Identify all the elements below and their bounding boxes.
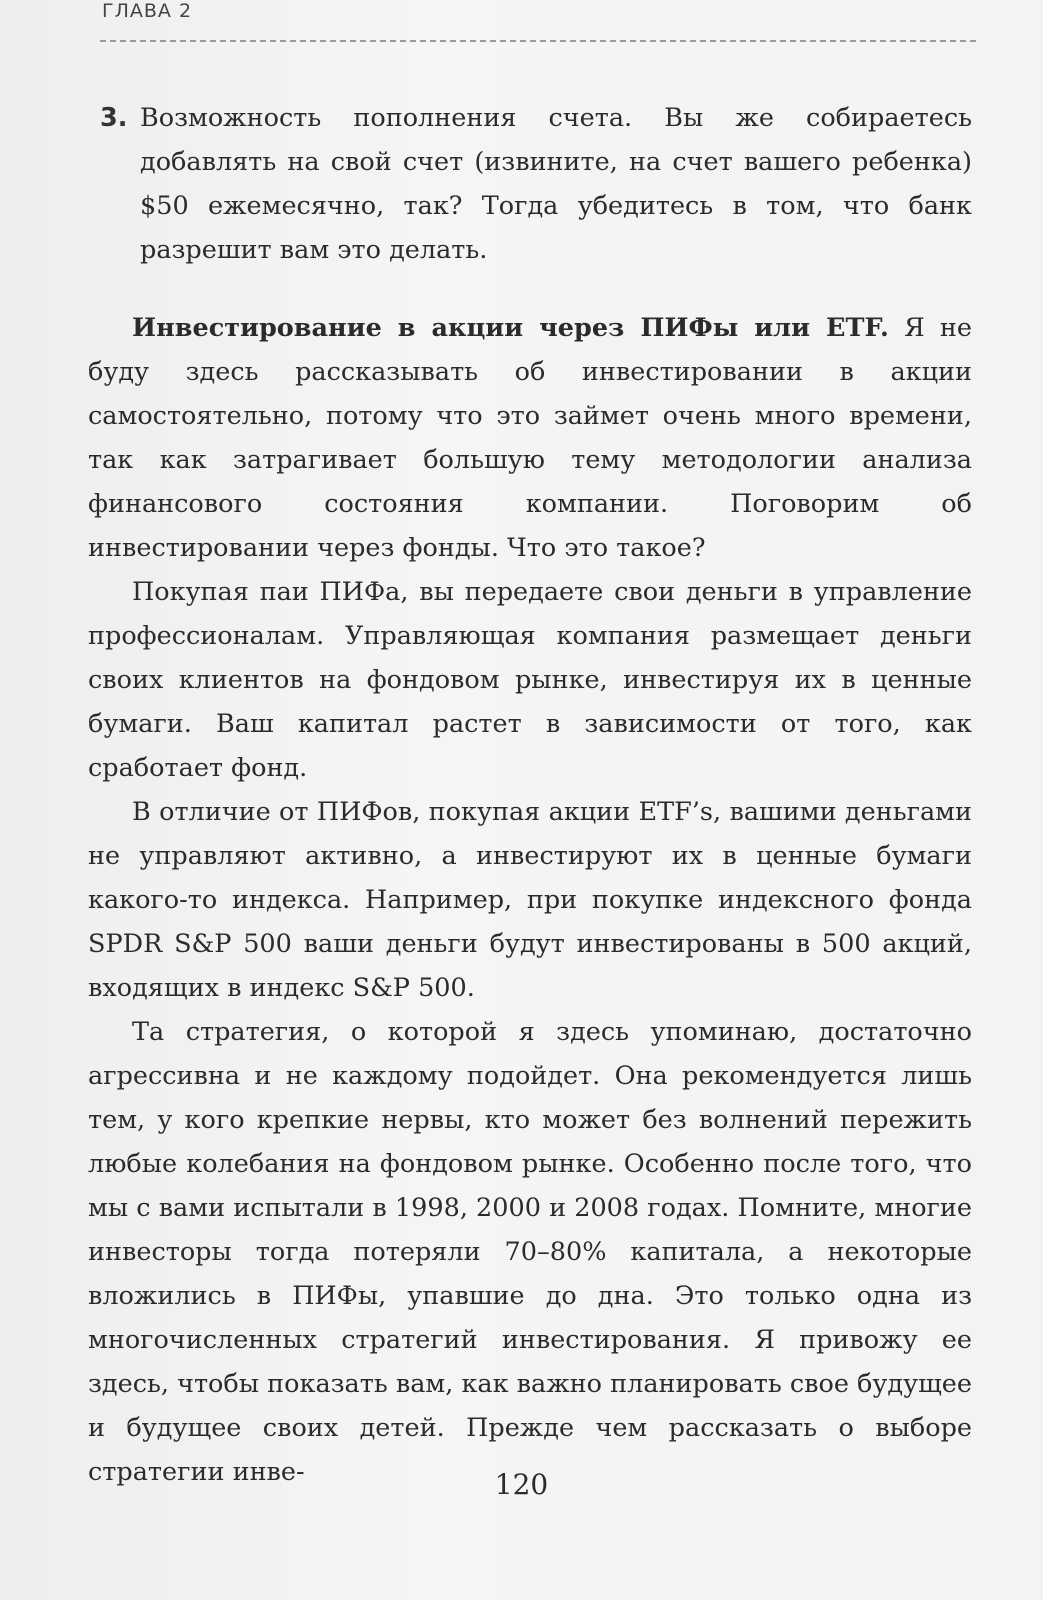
paragraph-mutual-funds: Покупая паи ПИФа, вы передаете свои деньги в управление профессионалам. Управляющая компания размещает деньги своих клиентов на фондовом рынке, инвестируя их в ценные бумаги. Ваш капитал растет в зависимости от того, как сработает фонд. <box>88 577 972 783</box>
paragraph-investing-funds <box>88 306 972 570</box>
paragraph-text: Я не буду здесь рассказывать об инвестировании в акции самостоятельно, потому что это займет очень много времени, так как затрагивает большую тему методологии анализа финансового состояния компании. Поговорим об инвестировании через фонды. Что это такое? <box>88 313 972 563</box>
paragraph-etf: В отличие от ПИФов, покупая акции ETF’s, вашими деньгами не управляют активно, а инвестируют их в ценные бумаги какого-то индекса. Например, при покупке индексного фонда SPDR S&P 500 ваши деньги будут инвестированы в 500 акций, входящих в индекс S&P 500. <box>88 797 972 1003</box>
page-body <box>88 96 972 1494</box>
paragraph-heading: Инвестирование в акции через ПИФы или ETF. <box>132 313 889 343</box>
list-item-text: Возможность пополнения счета. Вы же собираетесь добавлять на свой счет (извините, на счет вашего ребенка) $50 ежемесячно, так? Тогда убедитесь в том, что банк разрешит вам это делать. <box>140 103 972 265</box>
running-header <box>100 0 976 42</box>
page-number: 120 <box>494 1468 549 1501</box>
paragraph-strategy: Та стратегия, о которой я здесь упоминаю, достаточно агрессивна и не каждому подойдет. Она рекомендуется лишь тем, у кого крепкие нервы, кто может без волнений пережить любые колебания на фондовом рынке. Особенно после того, что мы с вами испытали в 1998, 2000 и 2008 годах. Помните, многие инвесторы тогда потеряли 70–80% капитала, а некоторые вложились в ПИФы, упавшие до дна. Это только одна из многочисленных стратегий инвестирования. Я привожу ее здесь, чтобы показать вам, как важно планировать свое будущее и будущее своих детей. Прежде чем рассказать о выборе стратегии инве- <box>88 1017 972 1487</box>
list-item <box>88 96 972 272</box>
list-number: 3. <box>100 103 128 133</box>
chapter-label: ГЛАВА 2 <box>102 0 193 22</box>
